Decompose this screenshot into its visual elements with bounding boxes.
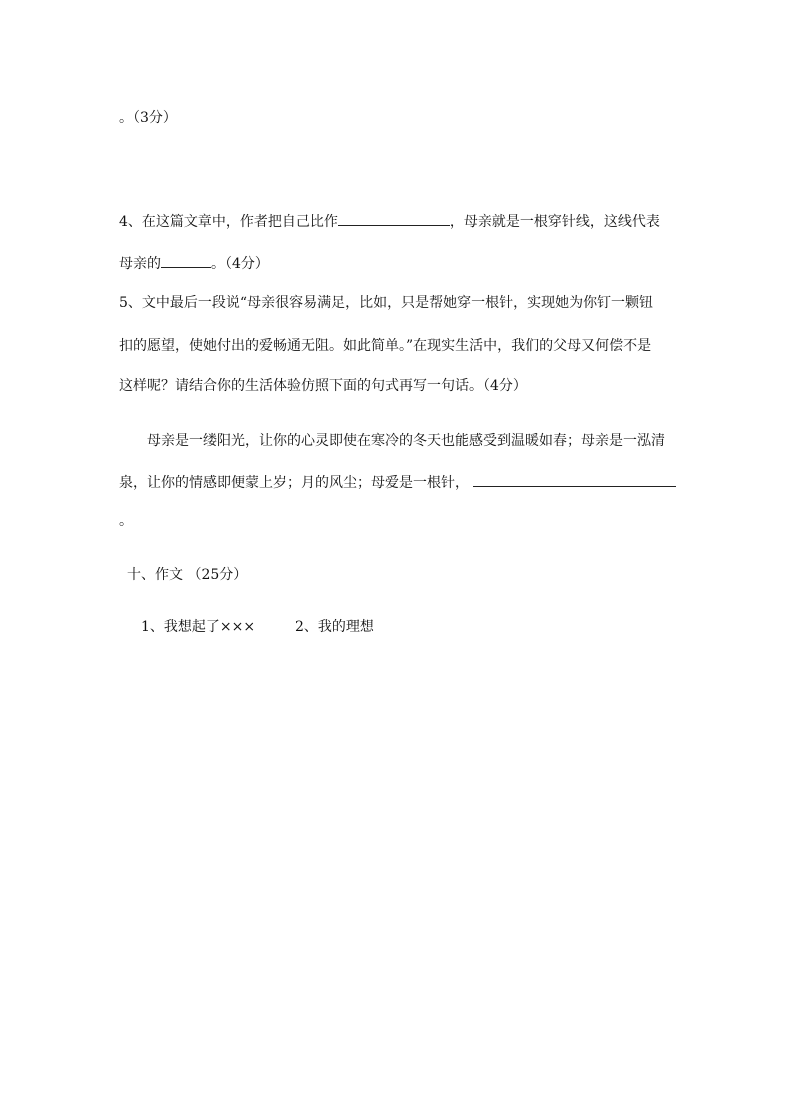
example-line-1: 母亲是一缕阳光，让你的心灵即使在寒冷的冬天也能感受到温暖如春；母亲是一泓清 bbox=[147, 433, 665, 449]
question-4-line2-suffix: 。（4分） bbox=[211, 256, 269, 272]
question-5-line-2: 扣的愿望，使她付出的爱畅通无阻。如此简单。”在现实生活中，我们的父母又何偿不是 bbox=[119, 338, 652, 354]
question-4-line-1 bbox=[119, 211, 660, 232]
example-answer-blank[interactable] bbox=[473, 472, 676, 487]
question-4-blank-2[interactable] bbox=[161, 253, 211, 268]
example-line2-prefix: 泉，让你的情感即便蒙上岁；月的风尘；母爱是一根针， bbox=[119, 475, 469, 491]
essay-topic-1: 1、我想起了××× bbox=[141, 619, 256, 635]
question-4-line-2 bbox=[119, 253, 269, 274]
prev-question-score: 。（3分） bbox=[119, 110, 177, 126]
question-5-line-1: 5、文中最后一段说“母亲很容易满足，比如，只是帮她穿一根针，实现她为你钉一颗钮 bbox=[119, 295, 654, 311]
question-4-line2-prefix: 母亲的 bbox=[119, 256, 161, 272]
question-4-prefix: 4、在这篇文章中，作者把自己比作 bbox=[119, 214, 338, 230]
question-5-line-3: 这样呢？请结合你的生活体验仿照下面的句式再写一句话。（4分） bbox=[119, 378, 527, 394]
example-line-2 bbox=[119, 472, 676, 493]
section-title: 十、作文 （25分） bbox=[127, 567, 248, 583]
essay-topic-2: 2、我的理想 bbox=[295, 619, 374, 635]
example-line-3: 。 bbox=[119, 513, 133, 529]
question-4-blank-1[interactable] bbox=[338, 211, 450, 226]
question-4-middle: ，母亲就是一根穿针线，这线代表 bbox=[449, 214, 660, 230]
